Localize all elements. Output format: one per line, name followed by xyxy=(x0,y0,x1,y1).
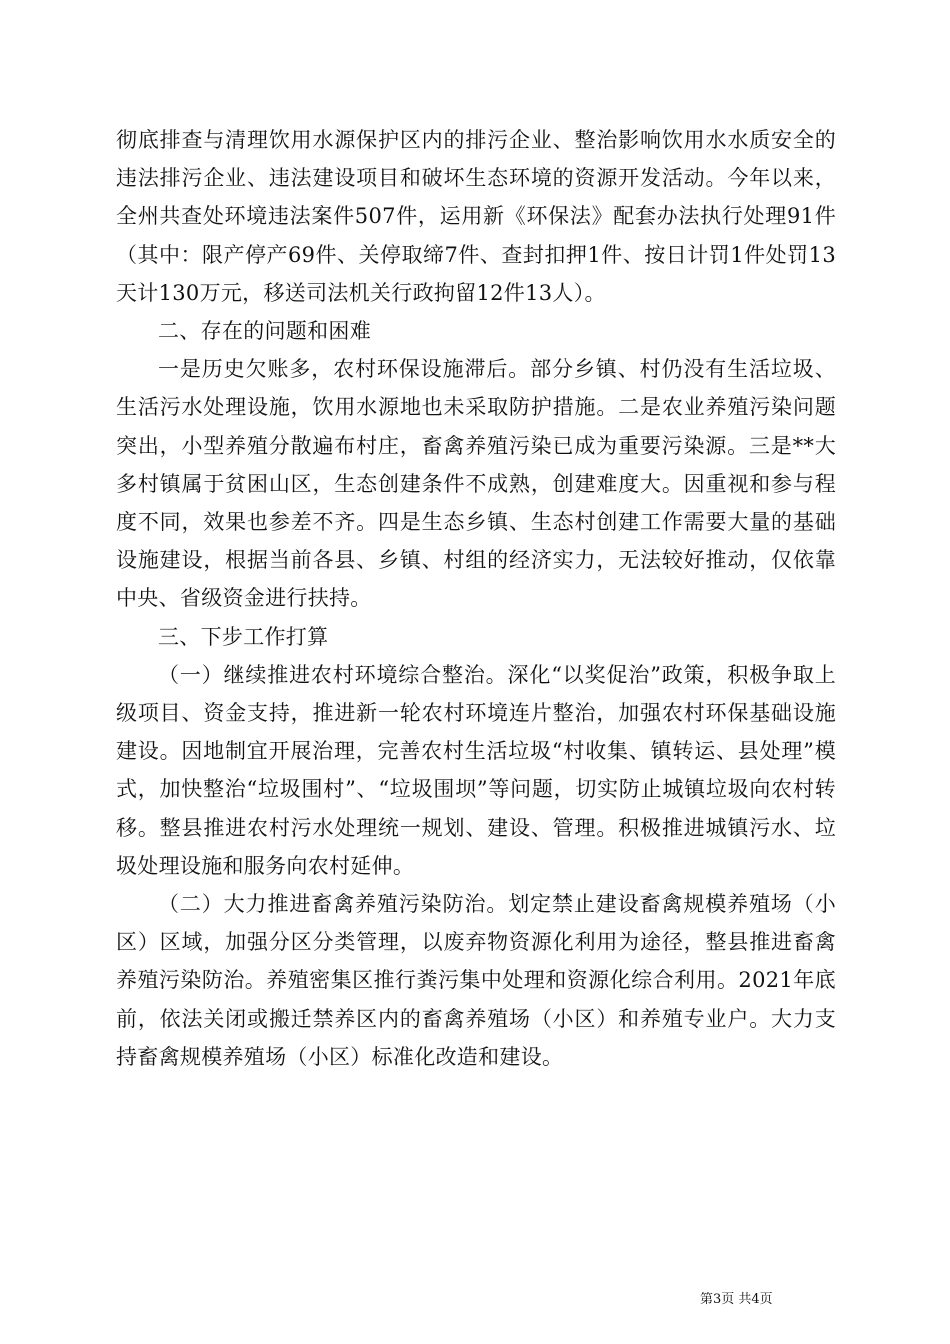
paragraph-livestock-pollution: （二）大力推进畜禽养殖污染防治。划定禁止建设畜禽规模养殖场（小区）区域，加强分区分类管理，以废弃物资源化利用为途径，整县推进畜禽养殖污染防治。养殖密集区推行粪污集中处理和资源化综合利用。2021年底前，依法关闭或搬迁禁养区内的畜禽养殖场（小区）和养殖专业户。大力支持畜禽规模养殖场（小区）标准化改造和建设。 xyxy=(116,892,836,1069)
document-body xyxy=(116,121,836,1076)
section-heading-problems: 二、存在的问题和困难 xyxy=(158,319,371,344)
page-footer xyxy=(0,1292,950,1308)
paragraph-problems: 一是历史欠账多，农村环保设施滞后。部分乡镇、村仍没有生活垃圾、生活污水处理设施，饮用水源地也未采取防护措施。二是农业养殖污染问题突出，小型养殖分散遍布村庄，畜禽养殖污染已成为重要污染源。三是**大多村镇属于贫困山区，生态创建条件不成熟，创建难度大。因重视和参与程度不同，效果也参差不齐。四是生态乡镇、生态村创建工作需要大量的基础设施建设，根据当前各县、乡镇、村组的经济实力，无法较好推动，仅依靠中央、省级资金进行扶持。 xyxy=(116,357,836,611)
section-heading-next-steps: 三、下步工作打算 xyxy=(158,624,329,649)
paragraph-rural-environment: （一）继续推进农村环境综合整治。深化“以奖促治”政策，积极争取上级项目、资金支持，推进新一轮农村环境连片整治，加强农村环保基础设施建设。因地制宜开展治理，完善农村生活垃圾“村收集、镇转运、县处理”模式，加快整治“垃圾围村”、“垃圾围坝”等问题，切实防止城镇垃圾向农村转移。整县推进农村污水处理统一规划、建设、管理。积极推进城镇污水、垃圾处理设施和服务向农村延伸。 xyxy=(116,662,836,878)
paragraph-continuation: 彻底排查与清理饮用水源保护区内的排污企业、整治影响饮用水水质安全的违法排污企业、违法建设项目和破坏生态环境的资源开发活动。今年以来，全州共查处环境违法案件507件，运用新《环保法》配套办法执行处理91件（其中：限产停产69件、关停取缔7件、查封扣押1件、按日计罚1件处罚13天计130万元，移送司法机关行政拘留12件13人）。 xyxy=(116,128,836,305)
page-indicator: 第3页 共4页 xyxy=(700,1292,773,1307)
